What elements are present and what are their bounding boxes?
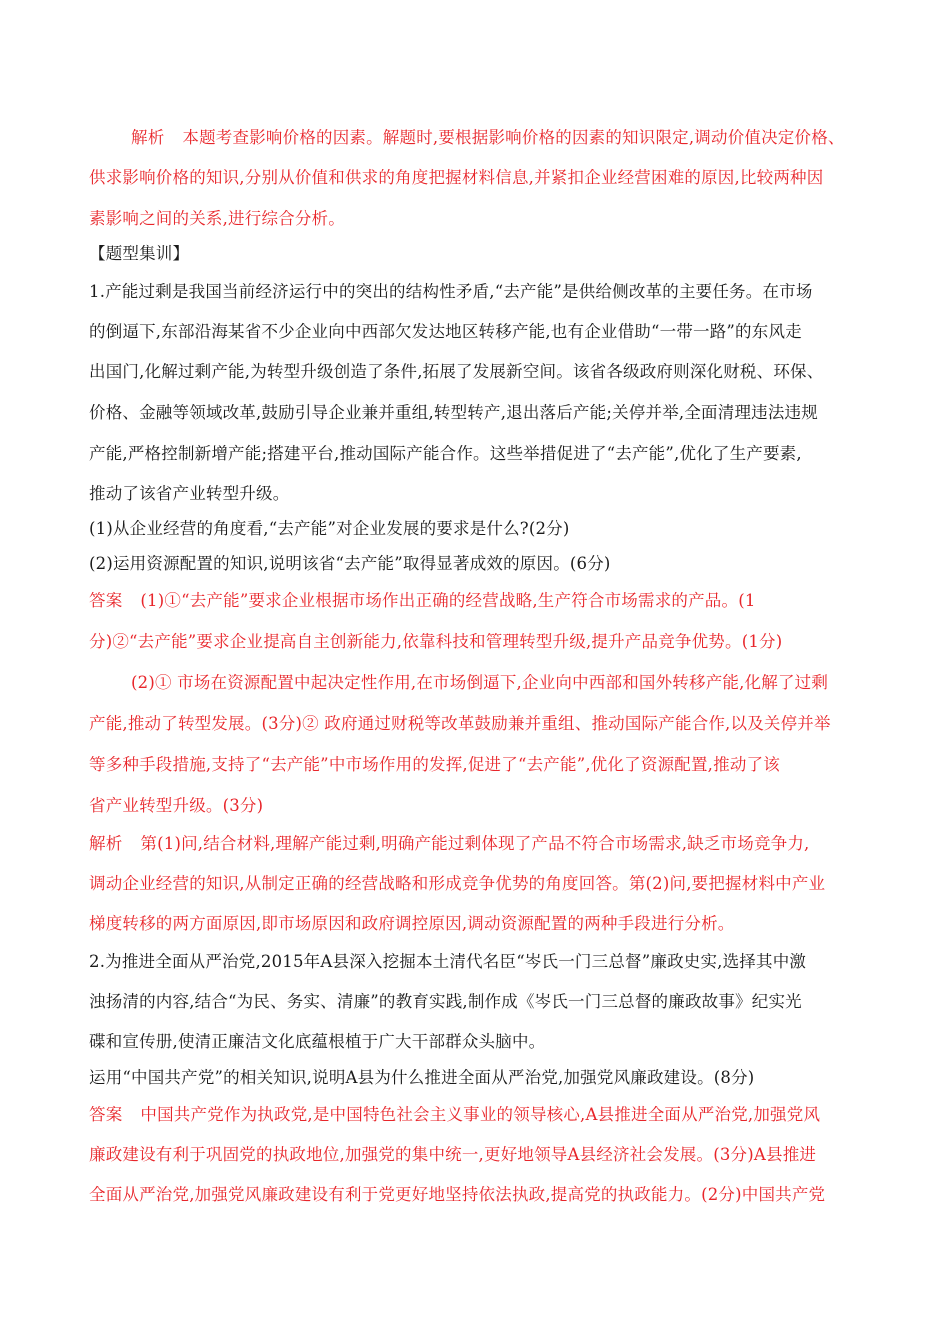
q2-question: 运用“中国共产党”的相关知识,说明A县为什么推进全面从严治党,加强党风廉政建设。(8分) [89,1068,755,1087]
intro-analysis-line-3: 素影响之间的关系,进行综合分析。 [89,209,345,228]
q2-answer-line-2: 廉政建设有利于巩固党的执政地位,加强党的集中统一,更好地领导A县经济社会发展。(3分)A县推进 [89,1145,817,1164]
analysis-label: 解析 [131,128,165,147]
q1-line-2: 的倒逼下,东部沿海某省不少企业向中西部欠发达地区转移产能,也有企业借助“一带一路”的东风走 [89,322,802,341]
q1-answer2-line-2: 产能,推动了转型发展。(3分)② 政府通过财税等改革鼓励兼并重组、推动国际产能合作,以及关停并举 [89,714,831,733]
q2-line-3: 碟和宣传册,使清正廉洁文化底蕴根植于广大干部群众头脑中。 [89,1032,546,1051]
q1-sub-question-2: (2)运用资源配置的知识,说明该省“去产能”取得显著成效的原因。(6分) [89,554,611,573]
answer-label: 答案 [89,591,123,610]
q1-line-4: 价格、金融等领域改革,鼓励引导企业兼并重组,转型转产,退出落后产能;关停并举,全面清理违法违规 [89,403,818,422]
q2-line-2: 浊扬清的内容,结合“为民、务实、清廉”的教育实践,制作成《岑氏一门三总督的廉政故事》纪实光 [89,992,802,1011]
section-title: 【题型集训】 [89,244,190,263]
q2-answer-line-1: 答案 中国共产党作为执政党,是中国特色社会主义事业的领导核心,A县推进全面从严治党,加强党风 [89,1105,821,1124]
q1-analysis-line-1: 解析 第(1)问,结合材料,理解产能过剩,明确产能过剩体现了产品不符合市场需求,缺乏市场竞争力, [89,834,810,853]
q1-line-3: 出国门,化解过剩产能,为转型升级创造了条件,拓展了发展新空间。该省各级政府则深化财税、环保、 [89,362,824,381]
q1-answer2-line-1: (2)① 市场在资源配置中起决定性作用,在市场倒逼下,企业向中西部和国外转移产能,化解了过剩 [131,673,829,692]
analysis-label: 解析 [89,834,123,853]
q1-answer2-line-4: 省产业转型升级。(3分) [89,796,264,815]
q1-line-1: 1.产能过剩是我国当前经济运行中的突出的结构性矛盾,“去产能”是供给侧改革的主要任务。在市场 [89,282,813,301]
q1-analysis-line-3: 梯度转移的两方面原因,即市场原因和政府调控原因,调动资源配置的两种手段进行分析。 [89,914,735,933]
q1-answer-line-1: 答案 (1)①“去产能”要求企业根据市场作出正确的经营战略,生产符合市场需求的产品。(1 [89,591,756,610]
q1-answer-line-2: 分)②“去产能”要求企业提高自主创新能力,依靠科技和管理转型升级,提升产品竞争优势。(1分) [89,632,783,651]
q2-answer-line-3: 全面从严治党,加强党风廉政建设有利于党更好地坚持依法执政,提高党的执政能力。(2分)中国共产党 [89,1185,826,1204]
q1-sub-question-1: (1)从企业经营的角度看,“去产能”对企业发展的要求是什么?(2分) [89,519,570,538]
q1-analysis-line-2: 调动企业经营的知识,从制定正确的经营战略和形成竞争优势的角度回答。第(2)问,要把握材料中产业 [89,874,826,893]
q1-line-6: 推动了该省产业转型升级。 [89,484,290,503]
q1-line-5: 产能,严格控制新增产能;搭建平台,推动国际产能合作。这些举措促进了“去产能”,优化了生产要素, [89,444,802,463]
intro-analysis-line-2: 供求影响价格的知识,分别从价值和供求的角度把握材料信息,并紧扣企业经营困难的原因,比较两种因 [89,168,824,187]
answer-label: 答案 [89,1105,123,1124]
intro-analysis-line-1: 解析 本题考查影响价格的因素。解题时,要根据影响价格的因素的知识限定,调动价值决定价格、 [131,128,845,147]
q2-line-1: 2.为推进全面从严治党,2015年A县深入挖掘本土清代名臣“岑氏一门三总督”廉政史实,选择其中激 [89,952,807,971]
q1-answer2-line-3: 等多种手段措施,支持了“去产能”中市场作用的发挥,促进了“去产能”,优化了资源配置,推动了该 [89,755,780,774]
